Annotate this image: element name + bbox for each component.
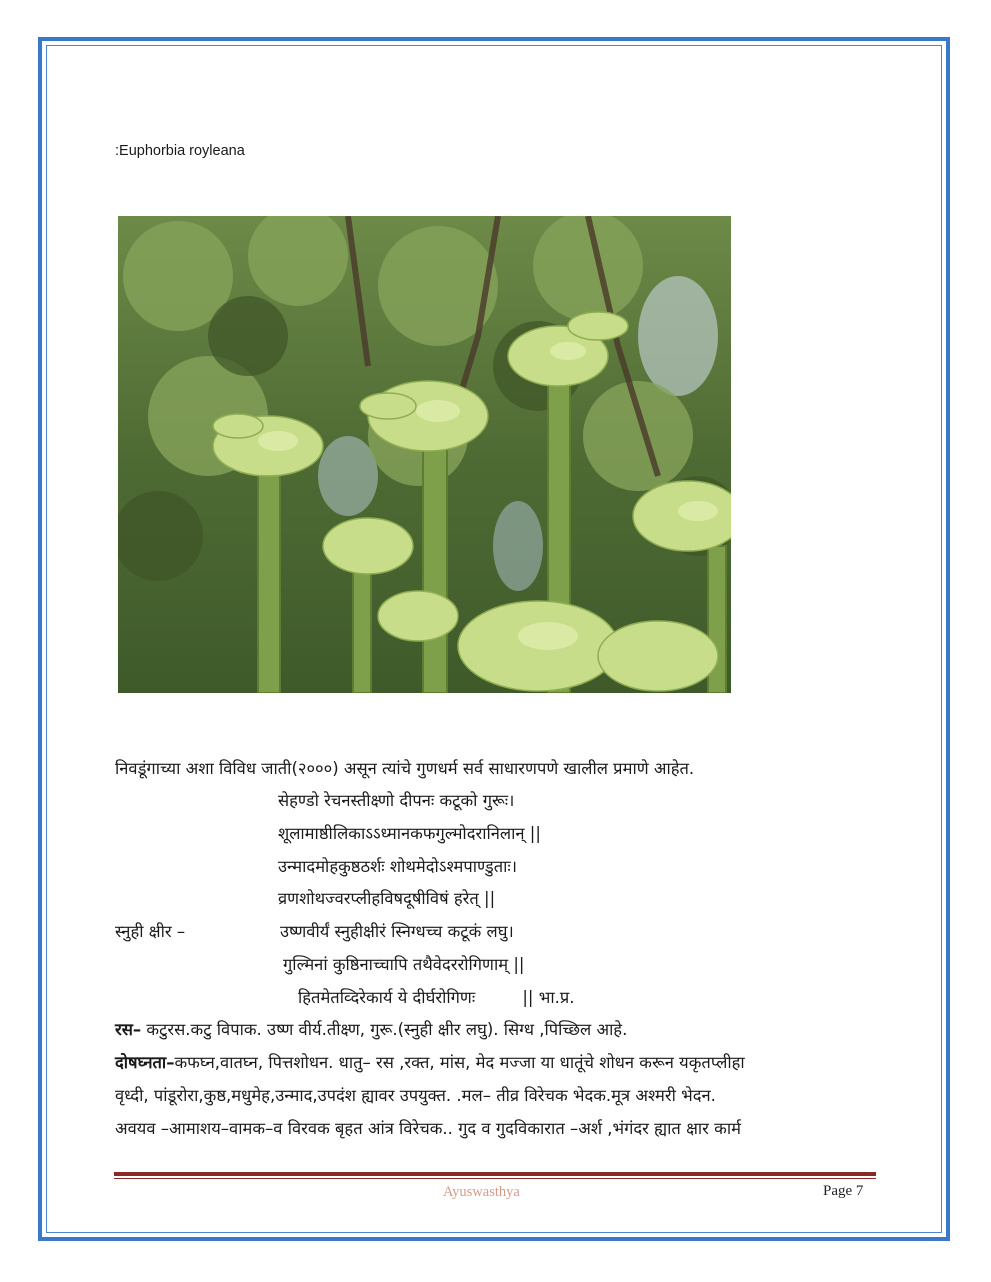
- verse-line-3: उन्मादमोहकुष्ठठर्शः शोथमेदोऽश्मपाण्डुताः।: [278, 857, 517, 876]
- dosha-label: दोषघ्नता–: [115, 1053, 175, 1072]
- footer-brand: Ayuswasthya: [443, 1184, 520, 1200]
- verse-line-4: व्रणशोथज्वरप्लीहविषदूषीविषं हरेत् ||: [278, 889, 496, 908]
- verse-line-6: गुल्मिनां कुष्ठिनाच्चापि तथैवेदररोगिणाम् ||: [283, 955, 525, 974]
- footer-rule: [114, 1172, 876, 1176]
- body-line-3: अवयव –आमाशय–वामक–व विरवक बृहत आंत्र विरेचक.. गुद व गुदविकारात –अर्श ,भंगंदर ह्यात क्षार कार्म: [115, 1119, 741, 1138]
- verse-line-7: हितमेतव्दिरेकार्य ये दीर्घरोगिणः || भा.प्र.: [298, 988, 575, 1007]
- verse-line-2: शूलामाष्ठीलिकाऽऽध्मानकफगुल्मोदरानिलान् ||: [278, 824, 541, 843]
- intro-line: निवडूंगाच्या अशा विविध जाती(२०००) असून त्यांचे गुणधर्म सर्व साधारणपणे खालील प्रमाणे आहेत.: [115, 759, 695, 778]
- plant-photo: [118, 216, 731, 693]
- kshir-label: स्नुही क्षीर –: [115, 922, 186, 941]
- page-number: Page 7: [823, 1183, 864, 1199]
- dosha-line: [115, 1052, 745, 1074]
- verse-line-1: सेहण्डो रेचनस्तीक्ष्णो दीपनः कटूको गुरूः।: [278, 791, 515, 810]
- rasa-label: रस–: [115, 1020, 142, 1039]
- footer-rule-thin: [114, 1178, 876, 1179]
- dosha-text: कफघ्न,वातघ्न, पित्तशोधन. धातु– रस ,रक्त, मांस, मेद मज्जा या धातूंचे शोधन करून यकृतप्लीहा: [174, 1053, 745, 1072]
- body-line-2: वृध्दी, पांडूरोरा,कुष्ठ,मधुमेह,उन्माद,उपदंश ह्यावर उपयुक्त. .मल– तीव्र विरेचक भेदक.मूत्र अश्मरी भेदन.: [115, 1086, 716, 1105]
- verse-line-5: उष्णवीर्यं स्नुहीक्षीरं स्निग्धच्च कटूकं लघु।: [280, 922, 514, 941]
- species-caption: :Euphorbia royleana: [115, 143, 245, 159]
- rasa-line: [115, 1019, 627, 1041]
- rasa-text: कटुरस.कटु विपाक. उष्ण वीर्य.तीक्ष्ण, गुरू.(स्नुही क्षीर लघु). सिग्ध ,पिच्छिल आहे.: [141, 1020, 628, 1039]
